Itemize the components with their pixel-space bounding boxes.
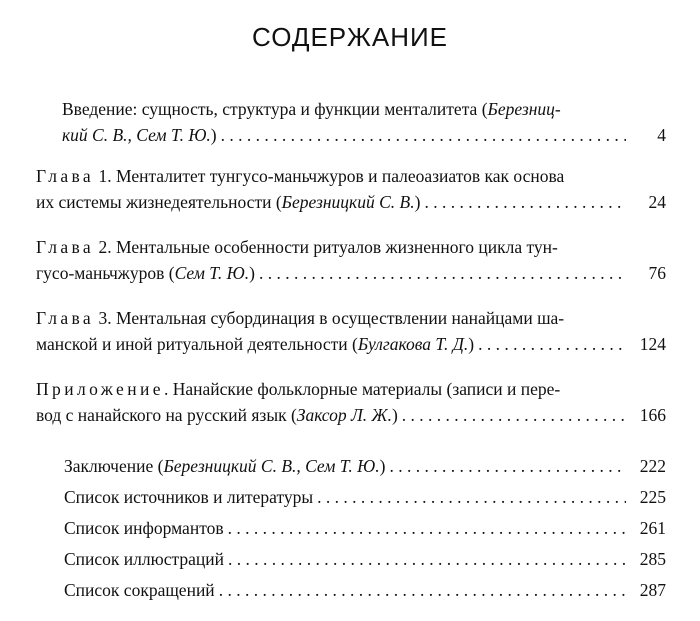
- dot-leader: [402, 402, 626, 428]
- toc-entry-line: Заключение (Березницкий С. В., Сем Т. Ю.) . . . 222: [64, 453, 666, 479]
- toc-entry-line: [62, 96, 666, 122]
- page-title: СОДЕРЖАНИЕ: [251, 22, 448, 52]
- dot-leader: [424, 189, 626, 215]
- dot-leader: [317, 484, 626, 510]
- toc-entry-line: манской и иной ритуальной деятельности (Булгакова Т. Д.) . . . 124: [36, 331, 666, 357]
- toc-entry-line: гусо-маньчжуров (Сем Т. Ю.) . . . 76: [36, 260, 666, 286]
- toc-page-number: 222: [639, 456, 666, 476]
- toc-entry-line: их системы жизнедеятельности (Березницкий С. В.) . . . 24: [36, 189, 666, 215]
- toc-entry-authors: Березниц-: [487, 99, 561, 119]
- toc-entry-authors: Заксор Л. Ж.: [296, 405, 392, 425]
- toc-entry-authors: кий С. В., Сем Т. Ю.: [62, 125, 211, 145]
- toc-entry-line: [64, 484, 666, 510]
- dot-leader: [219, 577, 626, 603]
- toc-entry-sources[interactable]: [64, 484, 666, 510]
- toc-entry-line: [36, 234, 666, 260]
- toc-page-number: 24: [648, 192, 666, 212]
- toc-entry-line: вод с нанайского на русский язык (Заксор Л. Ж.) . . . 166: [36, 402, 666, 428]
- toc-entry-authors: Сем Т. Ю.: [174, 263, 250, 283]
- toc-entry-introduction[interactable]: [62, 96, 666, 148]
- toc-entry-appendix[interactable]: [36, 376, 666, 428]
- toc-entry-title: Введение: сущность, структура и функции менталитета (: [62, 99, 488, 119]
- toc-entry-line: [36, 163, 666, 189]
- toc-entry-informants[interactable]: [64, 515, 666, 541]
- toc-page-number: 76: [648, 263, 666, 283]
- toc-page-number: 124: [639, 334, 666, 354]
- toc-entry-title: 1. Менталитет тунгусо-маньчжуров и палеоазиатов как основа: [94, 166, 565, 186]
- toc-entry-title: Список информантов: [64, 518, 224, 538]
- toc-page-number: 261: [639, 518, 666, 538]
- toc-entry-title: Список источников и литературы: [64, 487, 314, 507]
- dot-leader: [221, 122, 626, 148]
- toc-entry-chapter-1[interactable]: [36, 163, 666, 215]
- toc-entry-chapter-2[interactable]: [36, 234, 666, 286]
- dot-leader: [389, 453, 626, 479]
- toc-entry-title: . Нанайские фольклорные материалы (записи и пере-: [163, 379, 561, 399]
- dot-leader: [259, 260, 626, 286]
- toc-entry-authors: Березницкий С. В.: [281, 192, 415, 212]
- toc-page-number: 225: [639, 487, 666, 507]
- toc-entry-conclusion[interactable]: [64, 453, 666, 479]
- toc-entry-line: [36, 305, 666, 331]
- toc-entry-chapter-3[interactable]: [36, 305, 666, 357]
- toc-entry-title: 2. Ментальные особенности ритуалов жизненного цикла тун-: [94, 237, 558, 257]
- toc-page-number: 166: [639, 405, 666, 425]
- toc-entry-title: Список сокращений: [64, 580, 215, 600]
- toc-page-number: 285: [639, 549, 666, 569]
- toc-entry-line: [64, 546, 666, 572]
- dot-leader: [478, 331, 626, 357]
- toc-entry-title: Список иллюстраций: [64, 549, 224, 569]
- toc-entry-prefix: Глава: [36, 237, 95, 257]
- toc-entry-line: кий С. В., Сем Т. Ю.) . . . 4: [62, 122, 666, 148]
- toc-entry-prefix: Приложение: [36, 379, 164, 399]
- toc-entry-authors: Березницкий С. В., Сем Т. Ю.: [163, 456, 380, 476]
- toc-entry-prefix: Глава: [36, 166, 95, 186]
- toc-entry-line: [64, 515, 666, 541]
- toc-page-number: 287: [639, 580, 666, 600]
- toc-entry-prefix: Глава: [36, 308, 95, 328]
- toc-entry-illustrations[interactable]: [64, 546, 666, 572]
- toc-entry-authors: Булгакова Т. Д.: [357, 334, 469, 354]
- toc-entry-line: [64, 577, 666, 603]
- toc-page-number: 4: [657, 125, 666, 145]
- toc-entry-title: 3. Ментальная субординация в осуществлении нанайцами ша-: [94, 308, 565, 328]
- toc-entry-abbreviations[interactable]: [64, 577, 666, 603]
- dot-leader: [228, 546, 626, 572]
- dot-leader: [228, 515, 626, 541]
- toc-entry-line: [36, 376, 666, 402]
